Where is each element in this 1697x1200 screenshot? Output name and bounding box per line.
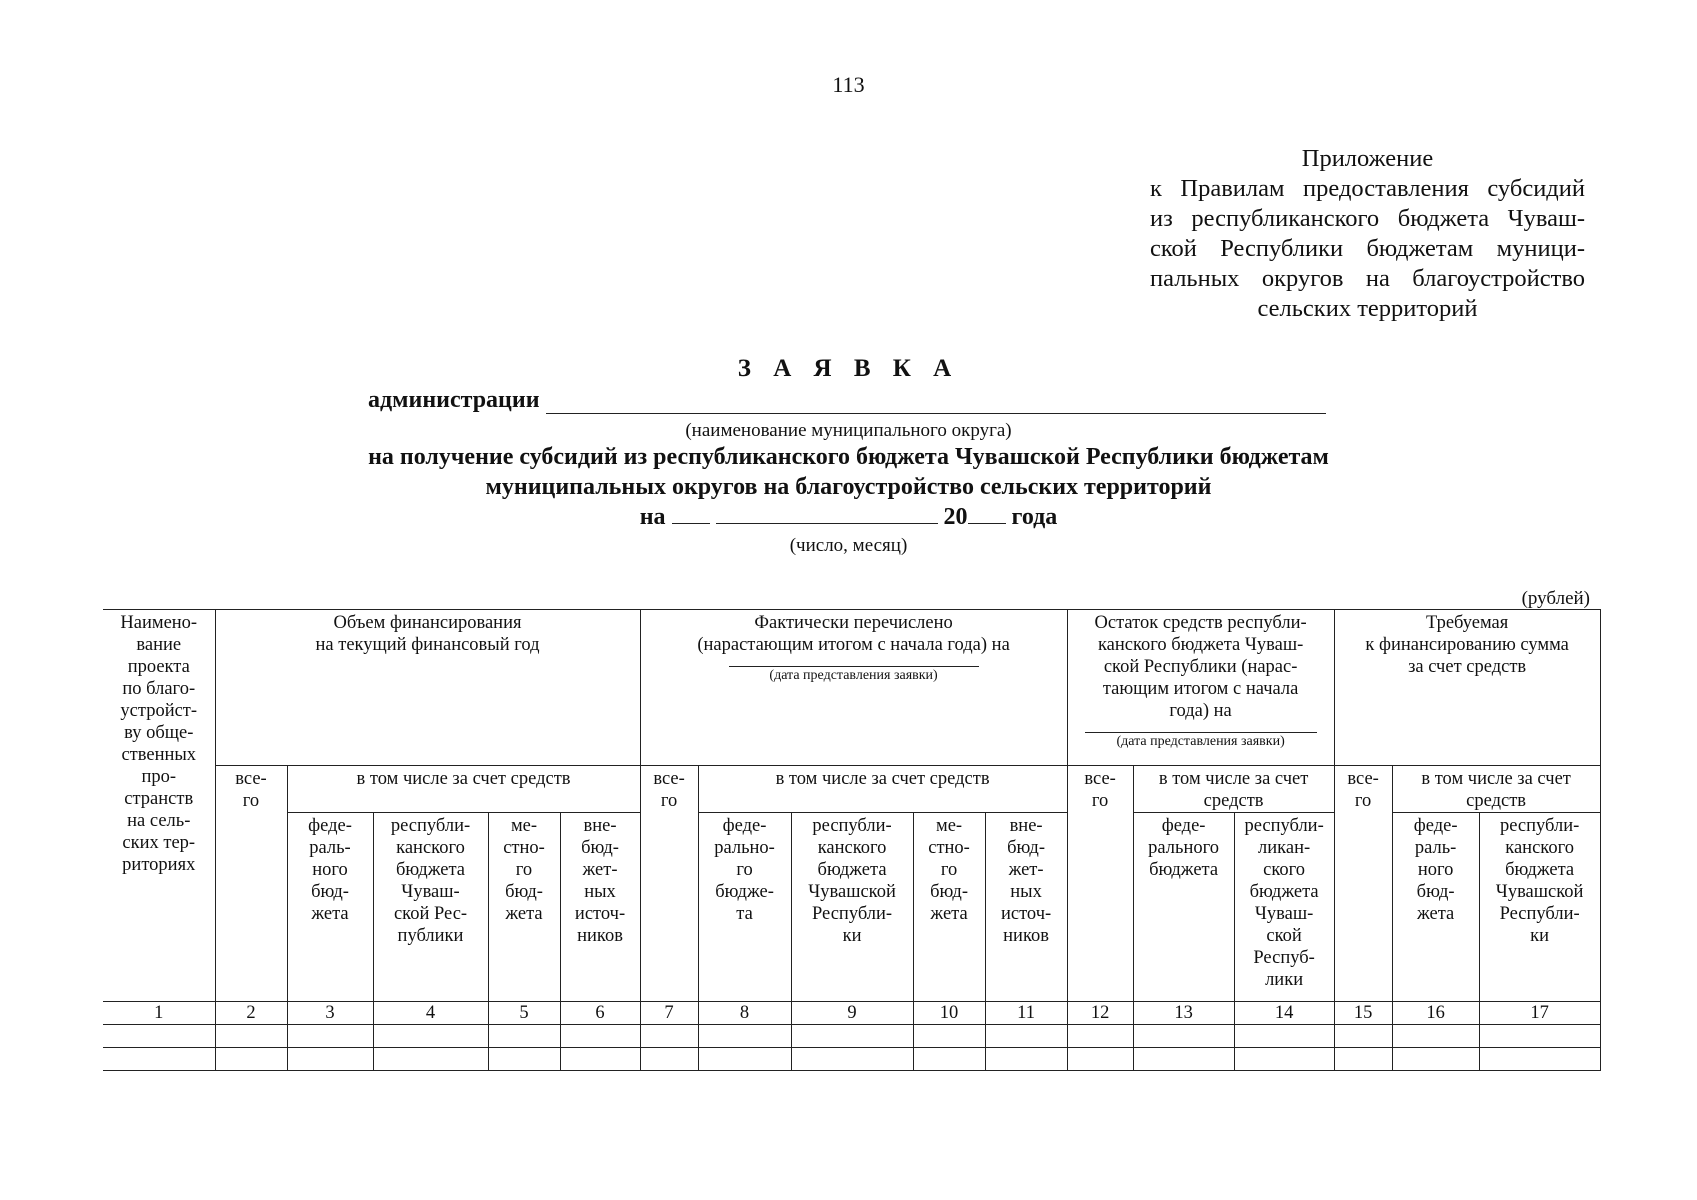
table-cell[interactable] <box>488 1025 560 1048</box>
appendix-title: Приложение <box>1301 145 1434 172</box>
total-header: все- го <box>215 766 287 1002</box>
administration-label: администрации <box>368 387 540 413</box>
table-cell[interactable] <box>373 1048 488 1071</box>
column-number: 8 <box>698 1002 791 1025</box>
table-cell[interactable] <box>373 1025 488 1048</box>
group-transferred-label: Фактически перечислено (нарастающим итогом с начала года) на <box>697 613 1010 655</box>
subheader-republican: республи- канского бюджета Чувашской Республи- ки <box>791 813 913 1002</box>
table-cell[interactable] <box>985 1048 1067 1071</box>
subheader-federal: феде- рально- го бюдже- та <box>698 813 791 1002</box>
purpose-line: на получение субсидий из республиканского бюджета Чувашской Республики бюджетам <box>368 444 1329 470</box>
year-blank[interactable] <box>968 503 1006 524</box>
table-cell[interactable] <box>698 1048 791 1071</box>
table-row <box>103 1048 1600 1071</box>
date-year: 20 <box>943 504 968 530</box>
table-cell[interactable] <box>640 1048 698 1071</box>
group-remaining <box>1067 610 1334 766</box>
including-header: в том числе за счет средств <box>698 766 1067 813</box>
column-number: 5 <box>488 1002 560 1025</box>
table-cell[interactable] <box>1392 1025 1479 1048</box>
column-number: 13 <box>1133 1002 1234 1025</box>
subheader-republican: республи- ликан- ского бюджета Чуваш- ской Респуб- лики <box>1234 813 1334 1002</box>
subheader-extrabudgetary: вне- бюд- жет- ных источ- ников <box>985 813 1067 1002</box>
day-blank[interactable] <box>672 503 710 524</box>
column-number: 15 <box>1334 1002 1392 1025</box>
table-cell[interactable] <box>791 1025 913 1048</box>
date-line <box>0 503 1697 531</box>
municipality-caption: (наименование муниципального округа) <box>685 420 1012 441</box>
appendix-block <box>1150 144 1585 324</box>
table-cell[interactable] <box>560 1025 640 1048</box>
table-cell[interactable] <box>488 1048 560 1071</box>
date-prefix: на <box>639 504 666 530</box>
column-number: 10 <box>913 1002 985 1025</box>
appendix-line: к Правилам предоставления субсидий <box>1150 175 1585 202</box>
group-remaining-label: Остаток средств республи- канского бюджета Чуваш- ской Республики (нарас- тающим итогом с начала года) на <box>1094 613 1307 721</box>
table-cell[interactable] <box>560 1048 640 1071</box>
table-cell[interactable] <box>103 1048 215 1071</box>
group-transferred <box>640 610 1067 766</box>
municipality-blank[interactable] <box>546 391 1326 414</box>
page-number: 113 <box>832 72 865 97</box>
column-number: 6 <box>560 1002 640 1025</box>
administration-line <box>368 387 1326 414</box>
month-blank[interactable] <box>716 503 938 524</box>
column-number: 17 <box>1479 1002 1600 1025</box>
table-cell[interactable] <box>1133 1048 1234 1071</box>
subheader-republican: республи- канского бюджета Чуваш- ской Рес- публики <box>373 813 488 1002</box>
group-transferred-date-caption: (дата представления заявки) <box>729 666 979 684</box>
total-header: все- го <box>1334 766 1392 1002</box>
column-number: 1 <box>103 1002 215 1025</box>
table-cell[interactable] <box>1392 1048 1479 1071</box>
table-cell[interactable] <box>1334 1048 1392 1071</box>
table-cell[interactable] <box>1334 1025 1392 1048</box>
subheader-republican: республи- канского бюджета Чувашской Республи- ки <box>1479 813 1600 1002</box>
table-cell[interactable] <box>1067 1048 1133 1071</box>
table-cell[interactable] <box>640 1025 698 1048</box>
appendix-line: пальных округов на благоустройство <box>1150 265 1585 292</box>
table-cell[interactable] <box>103 1025 215 1048</box>
units-label: (рублей) <box>1521 588 1590 609</box>
including-header: в том числе за счет средств <box>1133 766 1334 813</box>
document-title: З А Я В К А <box>737 355 960 382</box>
table-cell[interactable] <box>287 1048 373 1071</box>
table-cell[interactable] <box>1234 1048 1334 1071</box>
column-number: 14 <box>1234 1002 1334 1025</box>
column-number: 4 <box>373 1002 488 1025</box>
subheader-local: ме- стно- го бюд- жета <box>488 813 560 1002</box>
purpose-line: муниципальных округов на благоустройство сельских территорий <box>485 474 1212 500</box>
group-required: Требуемая к финансированию сумма за счет средств <box>1334 610 1600 766</box>
table-cell[interactable] <box>913 1025 985 1048</box>
col-project-name-header: Наимено- вание проекта по благо- устройст- ву обще- ственных про- странств на сель- ских тер- риториях <box>103 610 215 1002</box>
subheader-federal: феде- раль- ного бюд- жета <box>1392 813 1479 1002</box>
table-cell[interactable] <box>913 1048 985 1071</box>
column-number: 16 <box>1392 1002 1479 1025</box>
including-header: в том числе за счет средств <box>287 766 640 813</box>
table-cell[interactable] <box>1479 1025 1600 1048</box>
subheader-federal: феде- рального бюджета <box>1133 813 1234 1002</box>
group-remaining-date-caption: (дата представления заявки) <box>1085 732 1317 750</box>
total-header: все- го <box>1067 766 1133 1002</box>
table-cell[interactable] <box>215 1048 287 1071</box>
table-cell[interactable] <box>1133 1025 1234 1048</box>
appendix-line: сельских территорий <box>1257 295 1478 322</box>
table-cell[interactable] <box>287 1025 373 1048</box>
date-caption: (число, месяц) <box>789 535 908 556</box>
column-number-row <box>103 1002 1600 1025</box>
appendix-line: из республиканского бюджета Чуваш- <box>1150 205 1585 232</box>
total-header: все- го <box>640 766 698 1002</box>
table-cell[interactable] <box>1479 1048 1600 1071</box>
table-cell[interactable] <box>985 1025 1067 1048</box>
appendix-line: ской Республики бюджетам муници- <box>1150 235 1585 262</box>
group-funding-volume: Объем финансирования на текущий финансовый год <box>215 610 640 766</box>
table-cell[interactable] <box>698 1025 791 1048</box>
table-cell[interactable] <box>215 1025 287 1048</box>
column-number: 3 <box>287 1002 373 1025</box>
column-number: 12 <box>1067 1002 1133 1025</box>
subheader-local: ме- стно- го бюд- жета <box>913 813 985 1002</box>
purpose-text <box>0 442 1697 502</box>
table-row <box>103 1025 1600 1048</box>
column-number: 9 <box>791 1002 913 1025</box>
column-number: 7 <box>640 1002 698 1025</box>
application-table <box>103 609 1601 1071</box>
table-cell[interactable] <box>1234 1025 1334 1048</box>
subheader-extrabudgetary: вне- бюд- жет- ных источ- ников <box>560 813 640 1002</box>
table-cell[interactable] <box>1067 1025 1133 1048</box>
column-number: 2 <box>215 1002 287 1025</box>
table-cell[interactable] <box>791 1048 913 1071</box>
date-suffix: года <box>1011 504 1058 530</box>
subheader-federal: феде- раль- ного бюд- жета <box>287 813 373 1002</box>
column-number: 11 <box>985 1002 1067 1025</box>
including-header: в том числе за счет средств <box>1392 766 1600 813</box>
